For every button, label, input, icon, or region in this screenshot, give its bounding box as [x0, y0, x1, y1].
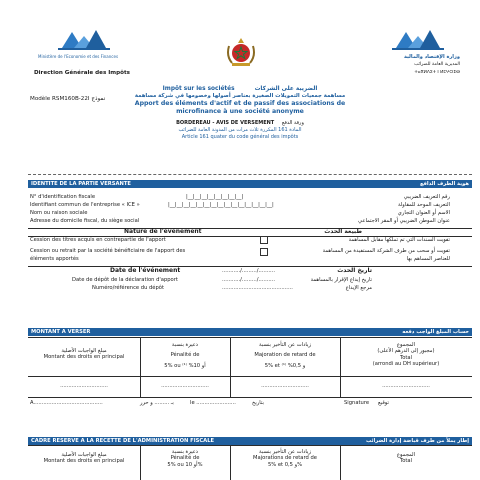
montant-col4-fr-c: (arrondi au DH supérieur)	[372, 361, 440, 368]
montant-col2-fr-a: Pénalité de	[170, 352, 200, 359]
left-logo	[52, 28, 122, 70]
montant-col1-ar: مبلغ الواجبات الأصلية	[61, 348, 107, 354]
montant-col2-ar: ذعيرة بنسبة	[171, 342, 199, 348]
title-fr-3: microfinance à une société anonyme	[176, 108, 304, 115]
evenement-depot-ar: تاريخ إيداع الإقرار بالمساهمة	[310, 277, 372, 283]
evenement-depot-value[interactable]: .........../........./..........	[222, 277, 275, 283]
montant-table-top	[28, 337, 472, 338]
title-fr-2: Apport des éléments d'actif et de passif des associations de	[134, 100, 346, 107]
cadre-col2-fr-b: 5% ou أو 10%	[167, 461, 203, 468]
montant-value-4[interactable]: .............................	[382, 383, 430, 389]
montant-col3-fr-a: Majoration de retard de	[254, 352, 316, 359]
identite-nif-boxes[interactable]: |__|__|__|__|__|__|__|__|	[186, 194, 244, 200]
evenement-opt1-fr: Cession des titres acquis en contrepartie de l'apport	[30, 237, 166, 243]
montant-col4-ar: المجموع	[396, 342, 416, 348]
right-ministry-text: وزارة الإقتصاد والمالية	[403, 54, 460, 60]
montant-col2	[140, 342, 230, 369]
montant-signature-ar: توقيع	[378, 400, 389, 406]
bordereau-fr: BORDEREAU - AVIS DE VERSEMENT	[176, 120, 275, 126]
identite-ice-label: Identifiant commun de l'entreprise « ICE »	[30, 202, 140, 208]
evenement-date-fr: Date de l'événement	[110, 267, 181, 274]
cadre-band-fr: CADRE RESERVE A LA RECETTE DE L'ADMINISTRATION FISCALE	[31, 438, 215, 444]
ministry-logo-icon	[52, 28, 122, 52]
identite-adresse-label: Adresse du domicile fiscal, du siège social	[30, 218, 140, 224]
montant-a-field[interactable]: A..........................................	[30, 400, 103, 406]
montant-col2-fr-b: 5% ou أو 10% ⁽¹⁾	[164, 362, 206, 369]
evenement-opt1-checkbox[interactable]	[260, 236, 268, 244]
cadre-col3-ar: زيادات عن التأخير بنسبة	[259, 449, 311, 455]
evenement-opt2-ar-b: للعناصر المساهم بها	[406, 256, 450, 262]
bordereau-ar: ورقة الدفع	[281, 120, 304, 126]
emblem	[226, 36, 256, 68]
cadre-col3	[230, 449, 340, 468]
cadre-col4-fr: Total	[399, 458, 413, 465]
identite-band-fr: IDENTITE DE LA PARTIE VERSANTE	[31, 181, 131, 187]
cadre-col3-fr-a: Majorations de retard de	[253, 455, 317, 462]
evenement-ref-fr: Numéro/référence du dépôt	[92, 285, 164, 291]
evenement-opt2-fr-b: éléments apportés	[30, 256, 79, 262]
right-logo	[380, 28, 450, 52]
montant-date-ar: بتاريخ	[252, 400, 264, 406]
cadre-col2	[140, 449, 230, 468]
identite-ice-label-ar: التعريف الموحد للمقاولة	[397, 202, 450, 208]
montant-value-3[interactable]: .............................	[261, 383, 309, 389]
ministry-logo-ar-icon	[380, 28, 450, 52]
montant-col4	[340, 342, 472, 368]
identite-nif-label-ar: رقم التعريف الضريبي	[403, 194, 450, 200]
left-ministry-text: Ministère de l'Economie et des Finances	[38, 54, 119, 59]
cadre-table-top	[28, 445, 472, 446]
evenement-ref-value[interactable]: ...........................................	[222, 285, 293, 291]
montant-col3	[230, 342, 340, 369]
identite-ice-boxes[interactable]: |__|__|__|__|__|__|__|__|__|__|__|__|__|__|__|	[168, 202, 274, 208]
model-label: Modèle RSM160B-22I نموذج	[30, 96, 106, 102]
royal-coat-of-arms-icon	[226, 36, 256, 68]
montant-value-2[interactable]: .............................	[161, 383, 209, 389]
montant-values-line	[28, 376, 472, 377]
evenement-opt2-fr-a: Cession ou retrait par la société bénéficiaire de l'apport des	[30, 248, 186, 254]
section-separator	[28, 174, 472, 175]
montant-col1-fr: Montant des droits en principal	[43, 354, 125, 361]
right-extra-text: ⵜⴰⴳⵍⴷⵉⵜ ⵏ ⵍⵎⵖⵔⵉⴱ	[414, 70, 460, 75]
cadre-col4-ar: المجموع	[396, 452, 416, 458]
title-block	[120, 86, 360, 141]
montant-band-ar: حساب المبلغ الواجب دفعه	[402, 329, 469, 335]
evenement-date-ar: تاريخ الحدث	[337, 267, 372, 274]
montant-le-ar: بـ ......... و حرر	[140, 400, 174, 406]
identite-band	[28, 180, 472, 188]
evenement-opt1-ar: تفويت السندات التي تم تملكها مقابل المساهمة	[348, 237, 450, 243]
montant-col3-ar: زيادات عن التأخير بنسبة	[259, 342, 311, 348]
evenement-nature-ar: طبيعة الحدث	[324, 228, 362, 235]
identite-nif-label: N° d'identification fiscale	[30, 194, 96, 200]
cadre-col4	[340, 452, 472, 465]
montant-band	[28, 328, 472, 336]
montant-band-fr: MONTANT A VERSER	[31, 329, 91, 335]
identite-nom-label-ar: الاسم أو العنوان التجاري	[397, 210, 450, 216]
identite-adresse-label-ar: عنوان الموطن الضريبي أو المقر الاجتماعي	[358, 218, 450, 224]
montant-le-fr[interactable]: le ........................	[190, 400, 236, 406]
title-ar-2: مساهمة جمعيات التمويلات الصغيرة بعناصر أصولها وخصومها في شركة مساهمة	[134, 93, 346, 99]
evenement-depot-fr: Date de dépôt de la déclaration d'apport	[72, 277, 178, 283]
identite-nom-label: Nom ou raison sociale	[30, 210, 88, 216]
evenement-ref-ar: مرجع الإيداع	[345, 285, 372, 291]
montant-signature-fr: Signature	[344, 400, 370, 406]
cadre-col1	[28, 452, 140, 465]
cadre-col1-fr: Montant des droits en principal	[43, 458, 125, 465]
cadre-band-ar: إطار يملأ من طرف قباضة إدارة الضرائب	[366, 438, 469, 444]
montant-col1	[28, 348, 140, 361]
montant-col3-fr-b: 5% et و 0,5% ⁽¹⁾	[264, 362, 306, 369]
cadre-col2-fr-a: Pénalité de	[170, 455, 200, 462]
evenement-date-value[interactable]: .........../........./..........	[222, 268, 275, 274]
bordereau-line	[120, 119, 360, 127]
cadre-col2-ar: ذعيرة بنسبة	[171, 449, 199, 455]
evenement-date-line	[28, 266, 472, 267]
identite-band-ar: هوية الطرف الدافع	[419, 181, 469, 187]
evenement-top-line	[28, 228, 472, 229]
montant-col4-fr-a: (مجبور إلى الدرهم الأعلى)	[377, 348, 435, 355]
montant-col4-fr-b: Total	[399, 354, 413, 361]
title-ar-1: الضريبة على الشركات	[254, 86, 318, 92]
article-fr: Article 161 quater du code général des impôts	[181, 134, 299, 140]
montant-table-bottom	[28, 397, 472, 398]
title-line-1	[120, 86, 360, 93]
cadre-col1-ar: مبلغ الواجبات الأصلية	[61, 452, 107, 458]
title-fr-1: Impôt sur les sociétés	[162, 86, 235, 92]
article-ar: المادة 161 المكررة ثلاث مرات من المدونة العامة للضرائب	[178, 127, 302, 133]
montant-value-1[interactable]: .............................	[60, 383, 108, 389]
cadre-band	[28, 437, 472, 445]
evenement-opt2-checkbox[interactable]	[260, 248, 268, 256]
right-dgi-text: المديرية العامة للضرائب	[414, 62, 460, 67]
left-dgi-text: Direction Générale des Impôts	[34, 70, 130, 76]
evenement-opt2-ar-a: تفويت أو سحب من طرف الشركة المستفيدة من المساهمة	[322, 248, 450, 254]
cadre-col3-fr-b: 5% et و 0,5%	[267, 461, 303, 468]
evenement-nature-fr: Nature de l'événement	[124, 228, 202, 235]
